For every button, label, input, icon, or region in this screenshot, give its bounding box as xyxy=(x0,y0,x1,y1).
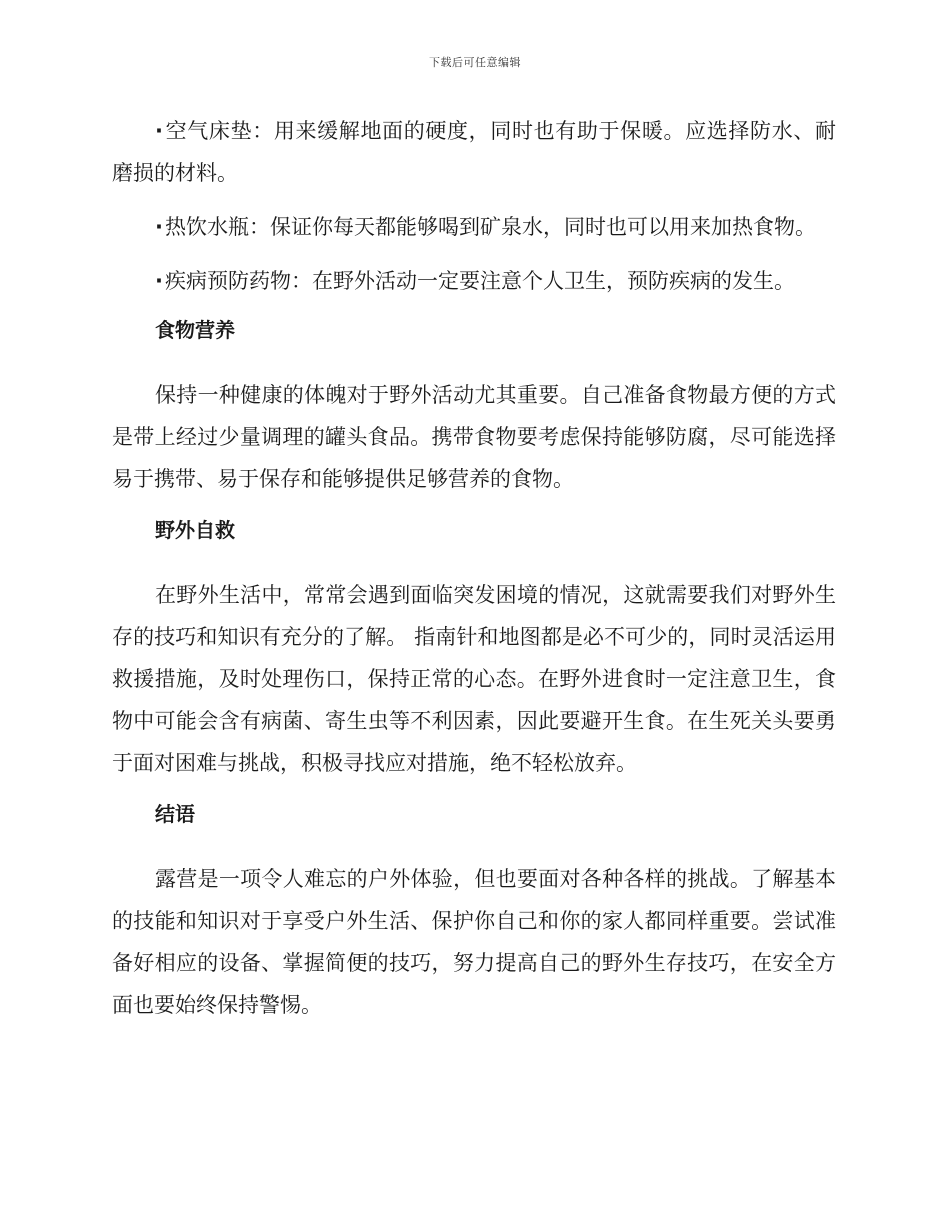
bullet-text: 疾病预防药物：在野外活动一定要注意个人卫生，预防疾病的发生。 xyxy=(164,269,795,293)
bullet-item-thermos xyxy=(112,206,836,248)
page-header: 下载后可任意编辑 xyxy=(429,56,521,69)
bullet-item-air-mattress xyxy=(112,110,836,194)
section-heading-conclusion: 结语 xyxy=(155,802,195,826)
section-heading-food: 食物营养 xyxy=(155,318,235,342)
section-body-food: 保持一种健康的体魄对于野外活动尤其重要。自己准备食物最方便的方式是带上经过少量调理的罐头食品。携带食物要考虑保持能够防腐，尽可能选择易于携带、易于保存和能够提供足够营养的食物。 xyxy=(112,383,836,491)
document-body xyxy=(112,110,836,1038)
section-body-self-rescue: 在野外生活中，常常会遇到面临突发困境的情况，这就需要我们对野外生存的技巧和知识有充分的了解。 指南针和地图都是必不可少的，同时灵活运用救援措施，及时处理伤口，保持正常的心态。在野外进食时一定注意卫生，食物中可能会含有病菌、寄生虫等不利因素，因此要避开生食。在生死关头要勇于面对困难与挑战，积极寻找应对措施，绝不轻松放弃。 xyxy=(112,583,836,775)
bullet-item-medicine xyxy=(112,260,836,302)
bullet-text: 空气床垫：用来缓解地面的硬度，同时也有助于保暖。应选择防水、耐磨损的材料。 xyxy=(112,119,836,185)
section-body-conclusion: 露营是一项令人难忘的户外体验，但也要面对各种各样的挑战。了解基本的技能和知识对于享受户外生活、保护你自己和你的家人都同样重要。尝试准备好相应的设备、掌握简便的技巧，努力提高自己的野外生存技巧，在安全方面也要始终保持警惕。 xyxy=(112,867,836,1017)
bullet-marker: · xyxy=(155,119,163,143)
bullet-marker: · xyxy=(155,269,163,293)
section-heading-self-rescue: 野外自救 xyxy=(155,518,235,542)
bullet-text: 热饮水瓶：保证你每天都能够喝到矿泉水，同时也可以用来加热食物。 xyxy=(164,215,816,239)
bullet-marker: · xyxy=(155,215,163,239)
